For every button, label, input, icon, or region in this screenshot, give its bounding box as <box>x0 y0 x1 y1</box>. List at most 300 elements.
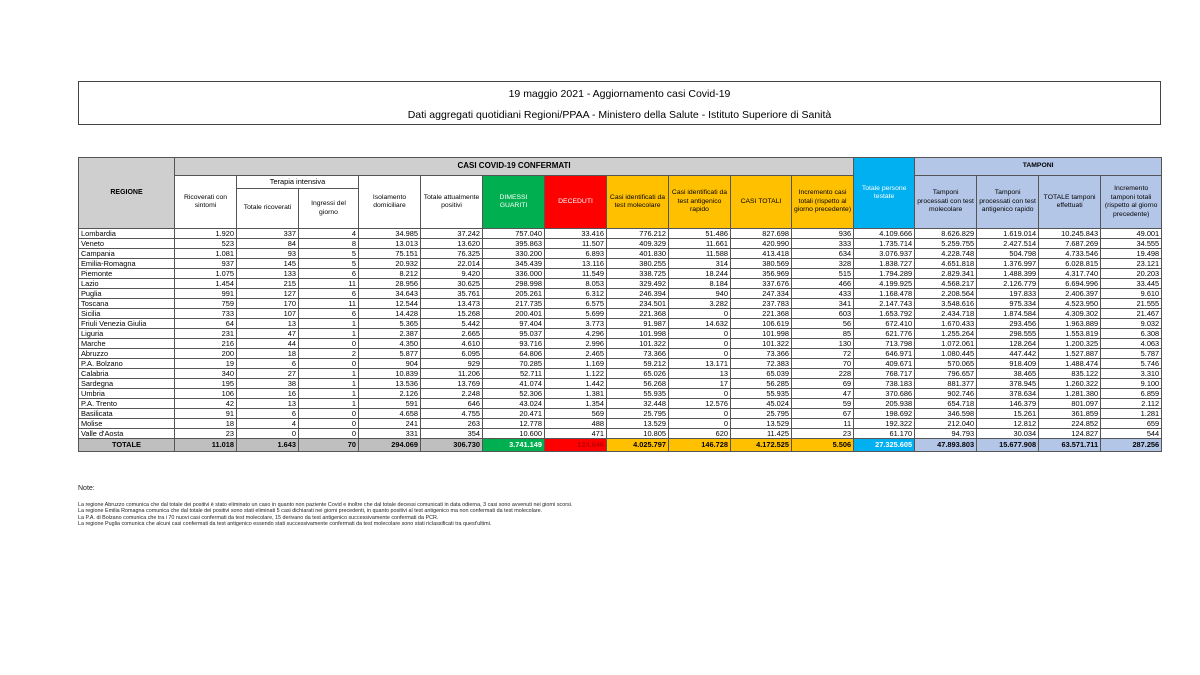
header-incremento: Incremento casi totali (rispetto al giorno precedente) <box>792 176 854 229</box>
table-cell: 918.409 <box>977 359 1039 369</box>
table-cell: 0 <box>669 349 731 359</box>
table-cell: 603 <box>792 309 854 319</box>
table-cell: 1.168.478 <box>854 289 915 299</box>
table-cell: 733 <box>175 309 237 319</box>
table-cell: 5.877 <box>359 349 421 359</box>
table-cell: 11.661 <box>669 239 731 249</box>
table-cell: 504.798 <box>977 249 1039 259</box>
table-cell: 1.281 <box>1101 409 1162 419</box>
region-name: Veneto <box>79 239 175 249</box>
region-name: Emilia-Romagna <box>79 259 175 269</box>
header-tamp-tot: TOTALE tamponi effettuati <box>1039 176 1101 229</box>
table-cell: 0 <box>669 409 731 419</box>
table-cell: 47.893.803 <box>915 439 977 452</box>
table-cell: 0 <box>299 339 359 349</box>
table-cell: 198.692 <box>854 409 915 419</box>
table-cell: 14.632 <box>669 319 731 329</box>
table-row <box>79 249 1162 259</box>
table-cell: 67 <box>792 409 854 419</box>
header-ricoverati: Ricoverati con sintomi <box>175 176 237 229</box>
table-cell: 13.116 <box>545 259 607 269</box>
region-name: Abruzzo <box>79 349 175 359</box>
table-cell: 776.212 <box>607 229 669 239</box>
table-cell: 4.568.217 <box>915 279 977 289</box>
table-cell: 1.080.445 <box>915 349 977 359</box>
table-cell: 331 <box>359 429 421 439</box>
table-cell: 6 <box>299 309 359 319</box>
table-cell: 76.325 <box>421 249 483 259</box>
table-cell: 2.147.743 <box>854 299 915 309</box>
table-cell: 5.746 <box>1101 359 1162 369</box>
table-cell: 801.097 <box>1039 399 1101 409</box>
table-row <box>79 349 1162 359</box>
header-deceduti: DECEDUTI <box>545 176 607 229</box>
table-cell: 45.024 <box>731 399 792 409</box>
table-cell: 1 <box>299 369 359 379</box>
table-cell: 1 <box>299 319 359 329</box>
table-cell: 294.069 <box>359 439 421 452</box>
table-cell: 447.442 <box>977 349 1039 359</box>
region-name: Calabria <box>79 369 175 379</box>
table-cell: 1.260.322 <box>1039 379 1101 389</box>
table-cell: 361.859 <box>1039 409 1101 419</box>
table-cell: 25.795 <box>607 409 669 419</box>
table-cell: 6.694.996 <box>1039 279 1101 289</box>
region-name: P.A. Bolzano <box>79 359 175 369</box>
table-cell: 9.032 <box>1101 319 1162 329</box>
table-cell: 1.281.380 <box>1039 389 1101 399</box>
table-cell: 5.699 <box>545 309 607 319</box>
table-cell: 32.448 <box>607 399 669 409</box>
table-cell: 13 <box>237 319 299 329</box>
region-name: Campania <box>79 249 175 259</box>
table-cell: 28.956 <box>359 279 421 289</box>
table-cell: 11.588 <box>669 249 731 259</box>
region-name: Sicilia <box>79 309 175 319</box>
table-cell: 13.473 <box>421 299 483 309</box>
table-cell: 1.255.264 <box>915 329 977 339</box>
table-cell: 59.212 <box>607 359 669 369</box>
table-cell: 224.852 <box>1039 419 1101 429</box>
table-cell: 13.620 <box>421 239 483 249</box>
table-cell: 127 <box>237 289 299 299</box>
table-cell: 15.261 <box>977 409 1039 419</box>
table-cell: 329.492 <box>607 279 669 289</box>
table-cell: 64 <box>175 319 237 329</box>
table-cell: 19.498 <box>1101 249 1162 259</box>
table-cell: 380.255 <box>607 259 669 269</box>
table-cell: 205.938 <box>854 399 915 409</box>
table-cell: 11.425 <box>731 429 792 439</box>
table-cell: 21.555 <box>1101 299 1162 309</box>
table-cell: 4.755 <box>421 409 483 419</box>
table-cell: 47 <box>792 389 854 399</box>
table-body <box>79 229 1162 452</box>
table-cell: 33.416 <box>545 229 607 239</box>
table-cell: 471 <box>545 429 607 439</box>
table-cell: 124.827 <box>1039 429 1101 439</box>
table-cell: 19 <box>175 359 237 369</box>
table-cell: 33.445 <box>1101 279 1162 289</box>
table-cell: 293.456 <box>977 319 1039 329</box>
table-cell: 1.963.889 <box>1039 319 1101 329</box>
table-cell: 247.334 <box>731 289 792 299</box>
table-cell: 217.735 <box>483 299 545 309</box>
table-cell: 0 <box>669 329 731 339</box>
table-cell: 17 <box>669 379 731 389</box>
table-cell: 2.465 <box>545 349 607 359</box>
table-cell: 55.935 <box>607 389 669 399</box>
table-cell: 73.366 <box>731 349 792 359</box>
region-name: Umbria <box>79 389 175 399</box>
note-line: La regione Emilia Romagna comunica che dal totale dei positivi sono stati eliminati 5 casi dichiarati nei giorni precedenti, in quanto positivi al test antigenico ma non confermati da test molecolare. <box>78 508 543 515</box>
table-cell: 27 <box>237 369 299 379</box>
table-cell: 231 <box>175 329 237 339</box>
table-cell: 991 <box>175 289 237 299</box>
table-cell: 5.506 <box>792 439 854 452</box>
header-tamponi: TAMPONI <box>915 158 1162 176</box>
table-cell: 621.776 <box>854 329 915 339</box>
header-tamp-mol: Tamponi processati con test molecolare <box>915 176 977 229</box>
table-cell: 200 <box>175 349 237 359</box>
table-cell: 341 <box>792 299 854 309</box>
table-cell: 246.394 <box>607 289 669 299</box>
table-cell: 378.945 <box>977 379 1039 389</box>
table-cell: 1 <box>299 399 359 409</box>
table-cell: 6.893 <box>545 249 607 259</box>
table-cell: 59 <box>792 399 854 409</box>
table-cell: 23 <box>175 429 237 439</box>
table-cell: 333 <box>792 239 854 249</box>
table-cell: 69 <box>792 379 854 389</box>
table-cell: 835.122 <box>1039 369 1101 379</box>
table-cell: 0 <box>299 419 359 429</box>
table-cell: 4.109.666 <box>854 229 915 239</box>
table-cell: 1 <box>299 329 359 339</box>
table-cell: 72.383 <box>731 359 792 369</box>
region-name: Friuli Venezia Giulia <box>79 319 175 329</box>
table-cell: 4.172.525 <box>731 439 792 452</box>
table-cell: 7.687.269 <box>1039 239 1101 249</box>
table-cell: 1.735.714 <box>854 239 915 249</box>
table-cell: 902.746 <box>915 389 977 399</box>
table-cell: 106 <box>175 389 237 399</box>
table-cell: 9.610 <box>1101 289 1162 299</box>
table-cell: 8.184 <box>669 279 731 289</box>
table-cell: 237.783 <box>731 299 792 309</box>
table-cell: 975.334 <box>977 299 1039 309</box>
table-row <box>79 409 1162 419</box>
table-cell: 34.985 <box>359 229 421 239</box>
report-title: 19 maggio 2021 - Aggiornamento casi Covid-19 <box>508 88 731 100</box>
table-cell: 107 <box>237 309 299 319</box>
table-row <box>79 299 1162 309</box>
table-cell: 1.081 <box>175 249 237 259</box>
header-ti-totale: Totale ricoverati <box>237 189 299 229</box>
table-cell: 101.998 <box>607 329 669 339</box>
table-cell: 9.420 <box>421 269 483 279</box>
table-cell: 4.063 <box>1101 339 1162 349</box>
table-cell: 34.643 <box>359 289 421 299</box>
table-cell: 13.529 <box>607 419 669 429</box>
table-cell: 4.658 <box>359 409 421 419</box>
table-cell: 63.571.711 <box>1039 439 1101 452</box>
table-cell: 1.381 <box>545 389 607 399</box>
table-cell: 195 <box>175 379 237 389</box>
table-cell: 192.322 <box>854 419 915 429</box>
table-cell: 30.034 <box>977 429 1039 439</box>
table-cell: 759 <box>175 299 237 309</box>
region-name: Valle d'Aosta <box>79 429 175 439</box>
table-cell: 3.282 <box>669 299 731 309</box>
table-cell: 1.874.584 <box>977 309 1039 319</box>
table-cell: 646 <box>421 399 483 409</box>
table-cell: 70.285 <box>483 359 545 369</box>
table-cell: 72 <box>792 349 854 359</box>
region-name: Lazio <box>79 279 175 289</box>
table-cell: 433 <box>792 289 854 299</box>
note-line: La regione Abruzzo comunica che dal totale dei positivi è stato eliminato un caso in quanto non paziente Covid e inoltre che dal totale decessi comunicati in data odierna, 3 casi sono avvenuti nei giorni scorsi. <box>78 501 573 508</box>
table-cell: 8.626.829 <box>915 229 977 239</box>
table-cell: 101.322 <box>607 339 669 349</box>
table-row <box>79 329 1162 339</box>
table-cell: 1 <box>299 389 359 399</box>
table-cell: 3.310 <box>1101 369 1162 379</box>
table-cell: 2.387 <box>359 329 421 339</box>
header-tamp-ant: Tamponi processati con test antigenico rapido <box>977 176 1039 229</box>
table-cell: 827.698 <box>731 229 792 239</box>
table-cell: 13.529 <box>731 419 792 429</box>
table-cell: 4.523.950 <box>1039 299 1101 309</box>
table-cell: 27.325.605 <box>854 439 915 452</box>
table-cell: 6 <box>299 269 359 279</box>
table-cell: 4.733.546 <box>1039 249 1101 259</box>
table-cell: 200.401 <box>483 309 545 319</box>
table-cell: 10.805 <box>607 429 669 439</box>
region-name: Molise <box>79 419 175 429</box>
table-cell: 2.665 <box>421 329 483 339</box>
table-cell: 64.806 <box>483 349 545 359</box>
table-cell: 409.671 <box>854 359 915 369</box>
table-cell: 23.121 <box>1101 259 1162 269</box>
table-cell: 13.769 <box>421 379 483 389</box>
table-cell: 52.306 <box>483 389 545 399</box>
table-cell: 1.072.061 <box>915 339 977 349</box>
table-row <box>79 389 1162 399</box>
table-row <box>79 229 1162 239</box>
table-cell: 11.018 <box>175 439 237 452</box>
table-cell: 3.076.937 <box>854 249 915 259</box>
header-tamp-inc: Incremento tamponi totali (rispetto al giorno precedente) <box>1101 176 1162 229</box>
table-cell: 591 <box>359 399 421 409</box>
total-label: TOTALE <box>79 439 175 452</box>
table-cell: 93 <box>237 249 299 259</box>
table-cell: 101.322 <box>731 339 792 349</box>
table-cell: 41.074 <box>483 379 545 389</box>
table-cell: 738.183 <box>854 379 915 389</box>
region-name: P.A. Trento <box>79 399 175 409</box>
table-cell: 1.488.399 <box>977 269 1039 279</box>
table-cell: 47 <box>237 329 299 339</box>
table-cell: 205.261 <box>483 289 545 299</box>
table-cell: 42 <box>175 399 237 409</box>
table-cell: 12.576 <box>669 399 731 409</box>
table-cell: 4.199.925 <box>854 279 915 289</box>
table-cell: 2.434.718 <box>915 309 977 319</box>
table-cell: 75.151 <box>359 249 421 259</box>
table-cell: 4.317.740 <box>1039 269 1101 279</box>
table-cell: 215 <box>237 279 299 289</box>
table-cell: 133 <box>237 269 299 279</box>
table-cell: 61.170 <box>854 429 915 439</box>
note-line: La regione Puglia comunica che alcuni casi confermati da test antigenico essendo stati successivamente confermati da test molecolare sono stati riclassificati tra quest'ultimi. <box>78 521 492 528</box>
table-cell: 2.126.779 <box>977 279 1039 289</box>
table-cell: 646.971 <box>854 349 915 359</box>
table-cell: 20.932 <box>359 259 421 269</box>
table-cell: 4.296 <box>545 329 607 339</box>
table-cell: 3.548.616 <box>915 299 977 309</box>
table-cell: 881.377 <box>915 379 977 389</box>
header-dimessi: DIMESSI GUARITI <box>483 176 545 229</box>
table-cell: 569 <box>545 409 607 419</box>
table-cell: 97.404 <box>483 319 545 329</box>
table-cell: 796.657 <box>915 369 977 379</box>
table-cell: 13.171 <box>669 359 731 369</box>
table-cell: 356.969 <box>731 269 792 279</box>
table-cell: 73.366 <box>607 349 669 359</box>
table-cell: 44 <box>237 339 299 349</box>
total-row <box>79 439 1162 452</box>
region-name: Piemonte <box>79 269 175 279</box>
table-cell: 5.365 <box>359 319 421 329</box>
table-cell: 0 <box>299 429 359 439</box>
table-cell: 170 <box>237 299 299 309</box>
table-cell: 936 <box>792 229 854 239</box>
table-cell: 345.439 <box>483 259 545 269</box>
table-cell: 12.778 <box>483 419 545 429</box>
table-cell: 6.859 <box>1101 389 1162 399</box>
table-cell: 654.718 <box>915 399 977 409</box>
header-ti-ingressi: Ingressi del giorno <box>299 189 359 229</box>
table-cell: 23 <box>792 429 854 439</box>
table-cell: 2.208.564 <box>915 289 977 299</box>
table-cell: 1.488.474 <box>1039 359 1101 369</box>
header-positivi: Totale attualmente positivi <box>421 176 483 229</box>
table-cell: 9.100 <box>1101 379 1162 389</box>
table-row <box>79 399 1162 409</box>
table-row <box>79 379 1162 389</box>
table-cell: 85 <box>792 329 854 339</box>
table-cell: 380.569 <box>731 259 792 269</box>
table-cell: 12.544 <box>359 299 421 309</box>
table-cell: 5.787 <box>1101 349 1162 359</box>
table-cell: 30.625 <box>421 279 483 289</box>
table-cell: 145 <box>237 259 299 269</box>
table-cell: 93.716 <box>483 339 545 349</box>
table-cell: 11 <box>792 419 854 429</box>
table-cell: 287.256 <box>1101 439 1162 452</box>
notes-section <box>78 486 978 528</box>
table-cell: 6.095 <box>421 349 483 359</box>
table-cell: 0 <box>669 309 731 319</box>
table-cell: 5 <box>299 259 359 269</box>
table-cell: 346.598 <box>915 409 977 419</box>
table-cell: 1.794.289 <box>854 269 915 279</box>
table-cell: 18 <box>175 419 237 429</box>
table-cell: 4.350 <box>359 339 421 349</box>
header-terapia-intensiva: Terapia intensiva <box>237 176 359 189</box>
table-cell: 370.686 <box>854 389 915 399</box>
table-cell: 11.206 <box>421 369 483 379</box>
table-cell: 128.264 <box>977 339 1039 349</box>
table-cell: 1.169 <box>545 359 607 369</box>
table-cell: 212.040 <box>915 419 977 429</box>
header-casi-confermati: CASI COVID-19 CONFERMATI <box>175 158 854 176</box>
table-cell: 1.653.792 <box>854 309 915 319</box>
table-cell: 378.634 <box>977 389 1039 399</box>
region-name: Basilicata <box>79 409 175 419</box>
table-row <box>79 269 1162 279</box>
table-cell: 1.670.433 <box>915 319 977 329</box>
table-cell: 124.646 <box>545 439 607 452</box>
table-cell: 6 <box>237 409 299 419</box>
table-cell: 228 <box>792 369 854 379</box>
table-cell: 395.863 <box>483 239 545 249</box>
table-cell: 337 <box>237 229 299 239</box>
table-cell: 401.830 <box>607 249 669 259</box>
table-cell: 94.793 <box>915 429 977 439</box>
covid-data-table <box>78 157 1162 452</box>
table-cell: 5.442 <box>421 319 483 329</box>
table-row <box>79 239 1162 249</box>
table-cell: 544 <box>1101 429 1162 439</box>
header-regione: REGIONE <box>79 158 175 229</box>
table-cell: 35.761 <box>421 289 483 299</box>
table-cell: 4.610 <box>421 339 483 349</box>
table-cell: 20.203 <box>1101 269 1162 279</box>
header-molecolare: Casi identificati da test molecolare <box>607 176 669 229</box>
table-cell: 10.839 <box>359 369 421 379</box>
table-cell: 34.555 <box>1101 239 1162 249</box>
notes-label: Note: <box>78 485 95 492</box>
table-cell: 515 <box>792 269 854 279</box>
header-isolamento: Isolamento domiciliare <box>359 176 421 229</box>
table-cell: 336.000 <box>483 269 545 279</box>
table-cell: 25.795 <box>731 409 792 419</box>
table-cell: 314 <box>669 259 731 269</box>
table-cell: 146.379 <box>977 399 1039 409</box>
table-cell: 620 <box>669 429 731 439</box>
table-cell: 221.368 <box>607 309 669 319</box>
table-cell: 6 <box>237 359 299 369</box>
region-name: Sardegna <box>79 379 175 389</box>
table-cell: 1.442 <box>545 379 607 389</box>
table-cell: 1.553.819 <box>1039 329 1101 339</box>
table-cell: 0 <box>299 359 359 369</box>
table-cell: 37.242 <box>421 229 483 239</box>
table-cell: 713.798 <box>854 339 915 349</box>
table-cell: 2.112 <box>1101 399 1162 409</box>
table-cell: 241 <box>359 419 421 429</box>
table-cell: 466 <box>792 279 854 289</box>
table-cell: 413.418 <box>731 249 792 259</box>
table-cell: 2.829.341 <box>915 269 977 279</box>
table-cell: 2 <box>299 349 359 359</box>
table-cell: 6.575 <box>545 299 607 309</box>
table-cell: 56.268 <box>607 379 669 389</box>
table-row <box>79 359 1162 369</box>
table-row <box>79 289 1162 299</box>
